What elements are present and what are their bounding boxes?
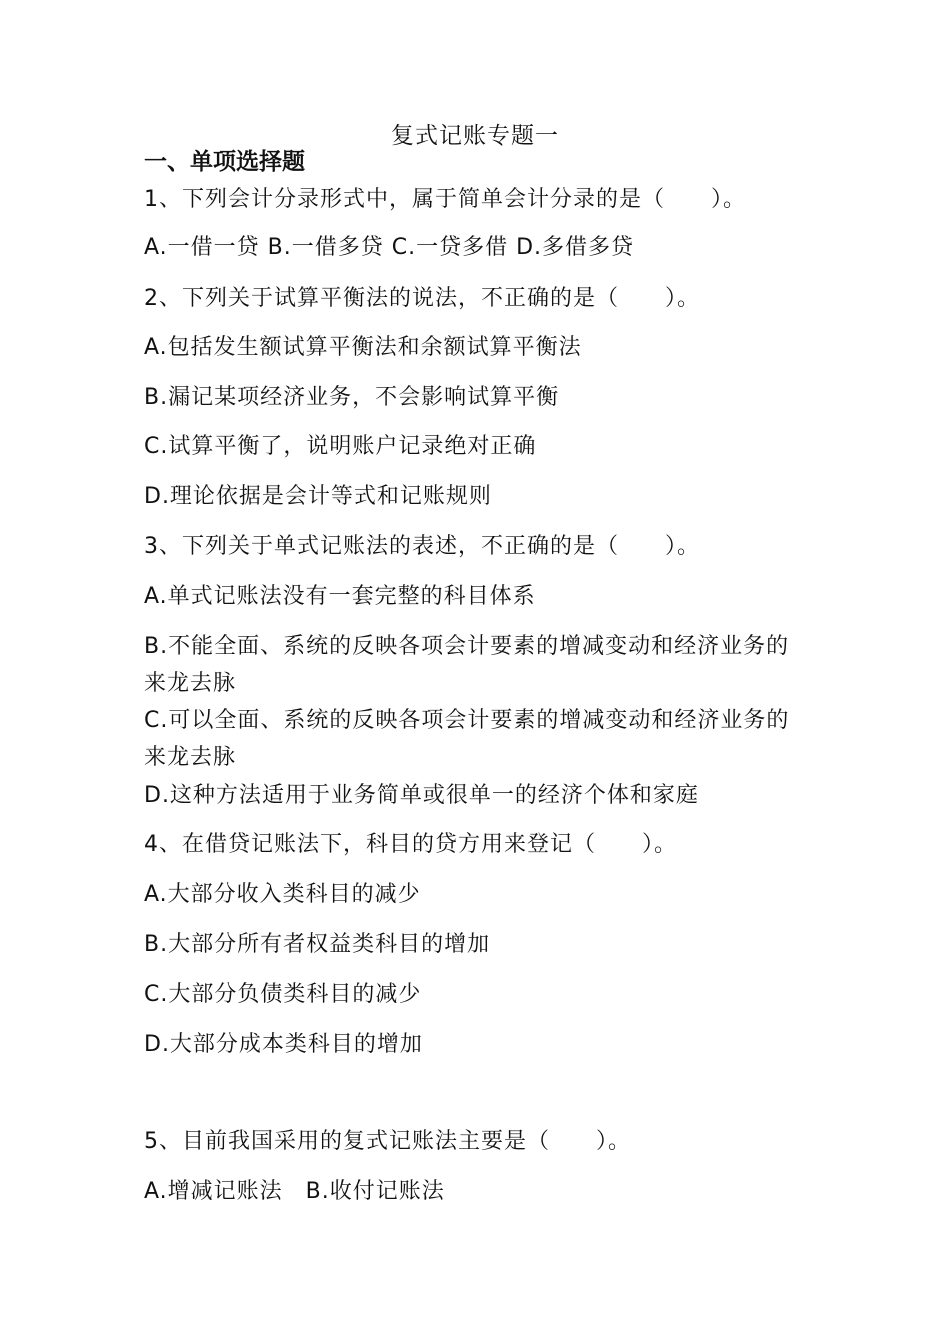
question-3-option-d: D.这种方法适用于业务简单或很单一的经济个体和家庭 [144, 783, 699, 808]
question-2-option-d: D.理论依据是会计等式和记账规则 [144, 484, 492, 509]
question-3-option-b-cont: 来龙去脉 [144, 671, 237, 696]
question-3-option-c-cont: 来龙去脉 [144, 745, 237, 770]
question-3-stem: 3、下列关于单式记账法的表述，不正确的是（ ）。 [144, 534, 700, 559]
question-4-option-d: D.大部分成本类科目的增加 [144, 1032, 423, 1057]
question-3-option-a: A.单式记账法没有一套完整的科目体系 [144, 584, 536, 609]
question-3-option-b: B.不能全面、系统的反映各项会计要素的增减变动和经济业务的 [144, 634, 790, 659]
question-5-stem: 5、目前我国采用的复式记账法主要是（ ）。 [144, 1129, 631, 1154]
question-1-stem: 1、下列会计分录形式中，属于简单会计分录的是（ ）。 [144, 187, 746, 212]
document-title: 复式记账专题一 [391, 123, 559, 149]
question-1-options: A.一借一贷 B.一借多贷 C.一贷多借 D.多借多贷 [144, 235, 635, 260]
question-2-stem: 2、下列关于试算平衡法的说法，不正确的是（ ）。 [144, 286, 700, 311]
question-5-options: A.增减记账法 B.收付记账法 [144, 1179, 445, 1204]
question-3-option-c: C.可以全面、系统的反映各项会计要素的增减变动和经济业务的 [144, 708, 790, 733]
question-4-option-c: C.大部分负债类科目的减少 [144, 982, 422, 1007]
question-4-option-a: A.大部分收入类科目的减少 [144, 882, 421, 907]
question-2-option-c: C.试算平衡了，说明账户记录绝对正确 [144, 434, 537, 459]
question-2-option-a: A.包括发生额试算平衡法和余额试算平衡法 [144, 335, 582, 360]
question-4-option-b: B.大部分所有者权益类科目的增加 [144, 932, 491, 957]
section-heading: 一、单项选择题 [144, 149, 305, 175]
question-4-stem: 4、在借贷记账法下，科目的贷方用来登记（ ）。 [144, 832, 677, 857]
question-2-option-b: B.漏记某项经济业务，不会影响试算平衡 [144, 385, 560, 410]
